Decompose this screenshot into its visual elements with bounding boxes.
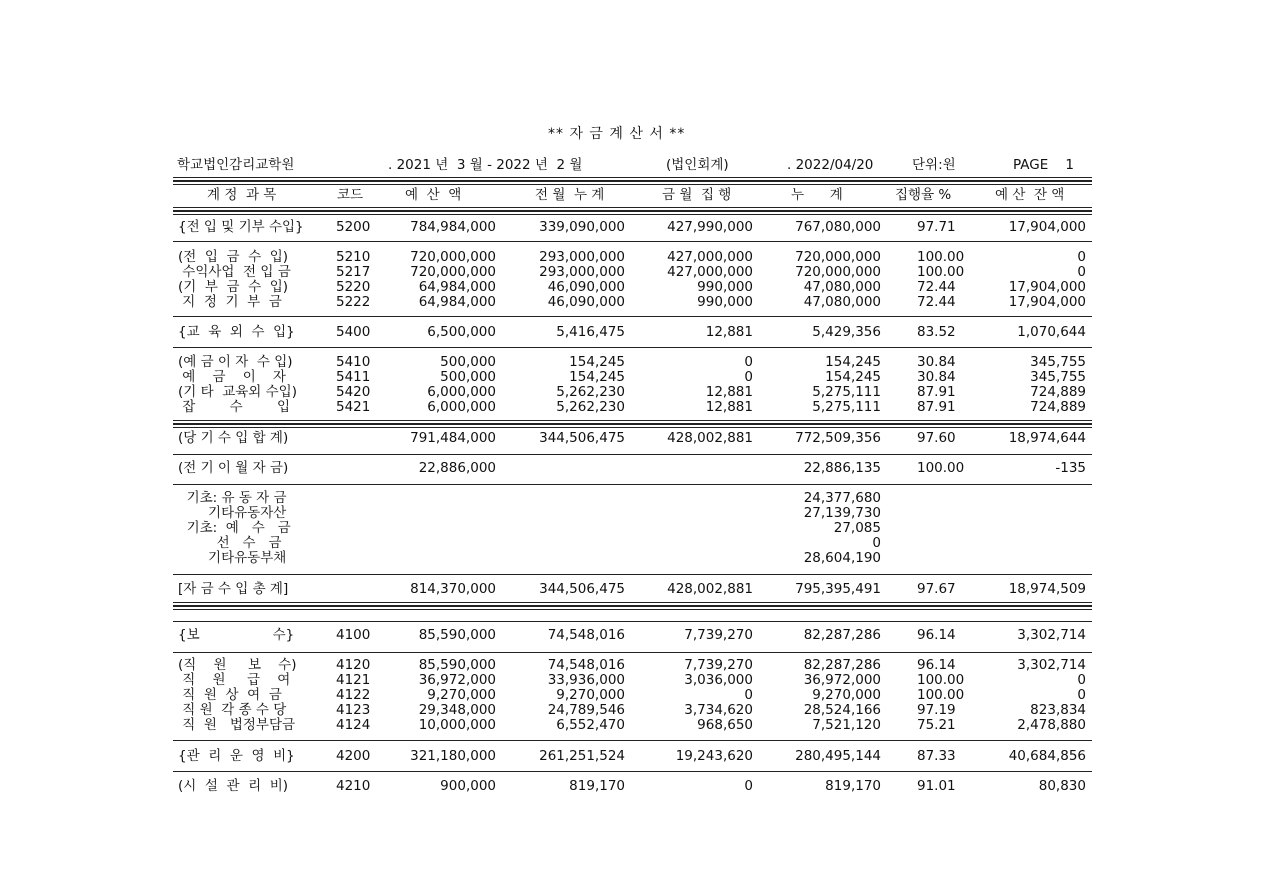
cell-account: 예 금 이 자	[178, 369, 286, 385]
cell-cum: 5,429,356	[812, 324, 881, 340]
cell-prev: 154,245	[569, 369, 625, 385]
cell-rate: 30.84	[917, 354, 956, 370]
cell-account: 잡 수 입	[178, 399, 291, 415]
divider	[173, 621, 1092, 622]
cell-rem: 0	[1077, 687, 1086, 703]
cell-curr: 19,243,620	[675, 748, 753, 764]
cell-rate: 100.00	[917, 264, 965, 280]
cell-rate: 30.84	[917, 369, 956, 385]
cell-curr: 3,734,620	[684, 702, 753, 718]
cell-budget: 814,370,000	[410, 581, 496, 597]
cell-prev: 5,416,475	[556, 324, 625, 340]
cell-rate: 91.01	[917, 778, 956, 794]
cell-prev: 24,789,546	[547, 702, 625, 718]
cell-budget: 29,348,000	[418, 702, 496, 718]
cell-curr: 428,002,881	[667, 581, 753, 597]
col-code: 코드	[337, 187, 364, 203]
cell-rate: 97.60	[917, 430, 956, 446]
cell-curr: 0	[744, 778, 753, 794]
cell-account: 직 원 상 여 금	[178, 687, 282, 703]
cell-code: 4100	[336, 627, 371, 643]
cell-curr: 7,739,270	[684, 657, 753, 673]
cell-prev: 5,262,230	[556, 399, 625, 415]
cell-curr: 427,000,000	[667, 249, 753, 265]
cell-budget: 6,500,000	[427, 324, 496, 340]
cell-cum: 772,509,356	[795, 430, 881, 446]
cell-account: (직 원 보 수)	[178, 657, 297, 673]
cell-prev: 74,548,016	[547, 627, 625, 643]
cell-code: 5420	[336, 384, 371, 400]
divider	[173, 241, 1092, 242]
cell-budget: 500,000	[440, 354, 496, 370]
cell-rem: 17,904,000	[1008, 294, 1086, 310]
divider	[173, 606, 1092, 610]
cell-rem: 0	[1077, 249, 1086, 265]
cell-cum: 27,085	[833, 520, 881, 536]
cell-rate: 72.44	[917, 279, 956, 295]
cell-rem: 3,302,714	[1017, 657, 1086, 673]
cell-rate: 100.00	[917, 460, 965, 476]
cell-account: (예 금 이 자 수 입)	[178, 354, 293, 370]
cell-cum: 720,000,000	[795, 264, 881, 280]
cell-code: 5222	[336, 294, 371, 310]
cell-account: 직 원 각 종 수 당	[178, 702, 287, 718]
cell-rem: 0	[1077, 672, 1086, 688]
report-date: . 2022/04/20	[787, 157, 874, 173]
cell-budget: 500,000	[440, 369, 496, 385]
cell-account: 지 정 기 부 금	[178, 294, 282, 310]
cell-code: 4121	[336, 672, 371, 688]
cell-budget: 784,984,000	[410, 219, 496, 235]
cell-rem: 80,830	[1038, 778, 1086, 794]
cell-budget: 791,484,000	[410, 430, 496, 446]
cell-prev: 9,270,000	[556, 687, 625, 703]
col-budget: 예 산 액	[405, 187, 462, 203]
cell-rem: 345,755	[1030, 369, 1086, 385]
cell-cum: 22,886,135	[803, 460, 881, 476]
divider	[173, 574, 1092, 575]
cell-curr: 968,650	[697, 717, 753, 733]
cell-rate: 100.00	[917, 249, 965, 265]
cell-code: 5400	[336, 324, 371, 340]
cell-code: 4120	[336, 657, 371, 673]
cell-code: 5411	[336, 369, 371, 385]
cell-account: {교 육 외 수 입}	[178, 324, 295, 340]
cell-rem: 2,478,880	[1017, 717, 1086, 733]
cell-rem: 724,889	[1030, 399, 1086, 415]
unit-label: 단위:원	[912, 157, 956, 173]
cell-account: 기타유동자산	[178, 505, 287, 521]
divider	[173, 771, 1092, 772]
col-prev-cum: 전 월 누 계	[535, 187, 605, 203]
cell-curr: 990,000	[697, 294, 753, 310]
cell-code: 5421	[336, 399, 371, 415]
org-name: 학교법인감리교학원	[177, 157, 295, 173]
cell-prev: 293,000,000	[539, 264, 625, 280]
cell-budget: 22,886,000	[418, 460, 496, 476]
cell-prev: 344,506,475	[539, 430, 625, 446]
cell-code: 4124	[336, 717, 371, 733]
cell-code: 4200	[336, 748, 371, 764]
cell-cum: 0	[872, 535, 881, 551]
cell-cum: 28,524,166	[803, 702, 881, 718]
cell-account: 직 원 급 여	[178, 672, 291, 688]
cell-curr: 0	[744, 354, 753, 370]
cell-code: 4122	[336, 687, 371, 703]
cell-prev: 6,552,470	[556, 717, 625, 733]
cell-rate: 96.14	[917, 657, 956, 673]
cell-account: {보 수}	[178, 627, 295, 643]
cell-rate: 87.33	[917, 748, 956, 764]
cell-account: 선 수 금	[178, 535, 282, 551]
cell-budget: 900,000	[440, 778, 496, 794]
divider	[173, 652, 1092, 653]
cell-account: [자 금 수 입 총 계]	[178, 581, 289, 597]
cell-rate: 97.67	[917, 581, 956, 597]
cell-account: (시 설 관 리 비)	[178, 778, 289, 794]
cell-rem: 823,834	[1030, 702, 1086, 718]
cell-rate: 97.71	[917, 219, 956, 235]
cell-rem: 17,904,000	[1008, 279, 1086, 295]
cell-cum: 82,287,286	[803, 627, 881, 643]
cell-cum: 24,377,680	[803, 490, 881, 506]
cell-rate: 72.44	[917, 294, 956, 310]
cell-code: 5410	[336, 354, 371, 370]
cell-rem: 724,889	[1030, 384, 1086, 400]
page-title: ** 자 금 계 산 서 **	[548, 126, 686, 142]
cell-prev: 339,090,000	[539, 219, 625, 235]
cell-rate: 100.00	[917, 672, 965, 688]
cell-account: {관 리 운 영 비}	[178, 748, 295, 764]
cell-budget: 720,000,000	[410, 264, 496, 280]
cell-curr: 12,881	[705, 324, 753, 340]
cell-cum: 28,604,190	[803, 550, 881, 566]
cell-account: (기 타 교육외 수입)	[178, 384, 297, 400]
cell-cum: 720,000,000	[795, 249, 881, 265]
cell-prev: 74,548,016	[547, 657, 625, 673]
cell-cum: 9,270,000	[812, 687, 881, 703]
cell-budget: 321,180,000	[410, 748, 496, 764]
cell-budget: 6,000,000	[427, 384, 496, 400]
cell-cum: 47,080,000	[803, 279, 881, 295]
cell-curr: 428,002,881	[667, 430, 753, 446]
cell-budget: 64,984,000	[418, 279, 496, 295]
cell-cum: 5,275,111	[812, 399, 881, 415]
cell-rate: 100.00	[917, 687, 965, 703]
cell-code: 5217	[336, 264, 371, 280]
cell-account: 기초: 유 동 자 금	[178, 490, 287, 506]
cell-cum: 154,245	[825, 369, 881, 385]
cell-prev: 46,090,000	[547, 279, 625, 295]
cell-curr: 990,000	[697, 279, 753, 295]
cell-prev: 344,506,475	[539, 581, 625, 597]
cell-rem: 18,974,644	[1008, 430, 1086, 446]
cell-budget: 64,984,000	[418, 294, 496, 310]
cell-budget: 85,590,000	[418, 657, 496, 673]
divider	[173, 316, 1092, 317]
cell-account: 수익사업 전 입 금	[178, 264, 291, 280]
divider	[173, 181, 1092, 185]
cell-rate: 96.14	[917, 627, 956, 643]
divider	[173, 211, 1092, 215]
cell-rate: 87.91	[917, 384, 956, 400]
cell-cum: 27,139,730	[803, 505, 881, 521]
cell-rem: 17,904,000	[1008, 219, 1086, 235]
cell-rem: 1,070,644	[1017, 324, 1086, 340]
cell-code: 5220	[336, 279, 371, 295]
cell-rem: 345,755	[1030, 354, 1086, 370]
cell-prev: 33,936,000	[547, 672, 625, 688]
cell-account: (기 부 금 수 입)	[178, 279, 289, 295]
cell-code: 4123	[336, 702, 371, 718]
col-account: 계 정 과 목	[207, 187, 277, 203]
cell-prev: 293,000,000	[539, 249, 625, 265]
cell-rate: 87.91	[917, 399, 956, 415]
cell-cum: 36,972,000	[803, 672, 881, 688]
cell-prev: 261,251,524	[539, 748, 625, 764]
cell-curr: 3,036,000	[684, 672, 753, 688]
period: . 2021 년 3 월 - 2022 년 2 월	[388, 157, 583, 173]
cell-cum: 819,170	[825, 778, 881, 794]
cell-budget: 85,590,000	[418, 627, 496, 643]
cell-curr: 12,881	[705, 399, 753, 415]
cell-curr: 7,739,270	[684, 627, 753, 643]
col-cum: 누 계	[791, 187, 843, 203]
cell-prev: 154,245	[569, 354, 625, 370]
col-curr-exec: 금 월 집 행	[662, 187, 732, 203]
cell-code: 5200	[336, 219, 371, 235]
cell-rem: 0	[1077, 264, 1086, 280]
cell-curr: 0	[744, 369, 753, 385]
cell-prev: 819,170	[569, 778, 625, 794]
divider	[173, 484, 1092, 485]
cell-budget: 9,270,000	[427, 687, 496, 703]
cell-rate: 97.19	[917, 702, 956, 718]
cell-rate: 75.21	[917, 717, 956, 733]
accounting-type: (법인회계)	[666, 157, 729, 173]
cell-rem: 18,974,509	[1008, 581, 1086, 597]
col-remaining: 예 산 잔 액	[995, 187, 1065, 203]
divider	[173, 740, 1092, 741]
cell-account: 기타유동부채	[178, 550, 287, 566]
divider	[173, 347, 1092, 348]
cell-budget: 10,000,000	[418, 717, 496, 733]
cell-rem: 3,302,714	[1017, 627, 1086, 643]
cell-cum: 795,395,491	[795, 581, 881, 597]
cell-budget: 36,972,000	[418, 672, 496, 688]
divider	[173, 454, 1092, 455]
cell-code: 5210	[336, 249, 371, 265]
cell-account: (당 기 수 입 합 계)	[178, 430, 289, 446]
cell-cum: 7,521,120	[812, 717, 881, 733]
cell-budget: 720,000,000	[410, 249, 496, 265]
cell-account: (전 기 이 월 자 금)	[178, 460, 289, 476]
cell-cum: 154,245	[825, 354, 881, 370]
cell-prev: 46,090,000	[547, 294, 625, 310]
cell-prev: 5,262,230	[556, 384, 625, 400]
cell-curr: 0	[744, 687, 753, 703]
cell-cum: 82,287,286	[803, 657, 881, 673]
cell-rate: 83.52	[917, 324, 956, 340]
cell-code: 4210	[336, 778, 371, 794]
col-rate: 집행율 %	[895, 187, 952, 203]
cell-budget: 6,000,000	[427, 399, 496, 415]
cell-curr: 12,881	[705, 384, 753, 400]
cell-rem: -135	[1055, 460, 1086, 476]
cell-cum: 767,080,000	[795, 219, 881, 235]
cell-curr: 427,000,000	[667, 264, 753, 280]
cell-curr: 427,990,000	[667, 219, 753, 235]
page-number: PAGE 1	[1013, 157, 1075, 173]
cell-cum: 280,495,144	[795, 748, 881, 764]
cell-cum: 5,275,111	[812, 384, 881, 400]
cell-rem: 40,684,856	[1008, 748, 1086, 764]
cell-account: {전 입 및 기부 수입}	[178, 219, 304, 235]
cell-account: 직 원 법정부담금	[178, 717, 296, 733]
cell-cum: 47,080,000	[803, 294, 881, 310]
divider	[173, 424, 1092, 428]
cell-account: 기초: 예 수 금	[178, 520, 291, 536]
cell-account: (전 입 금 수 입)	[178, 249, 289, 265]
